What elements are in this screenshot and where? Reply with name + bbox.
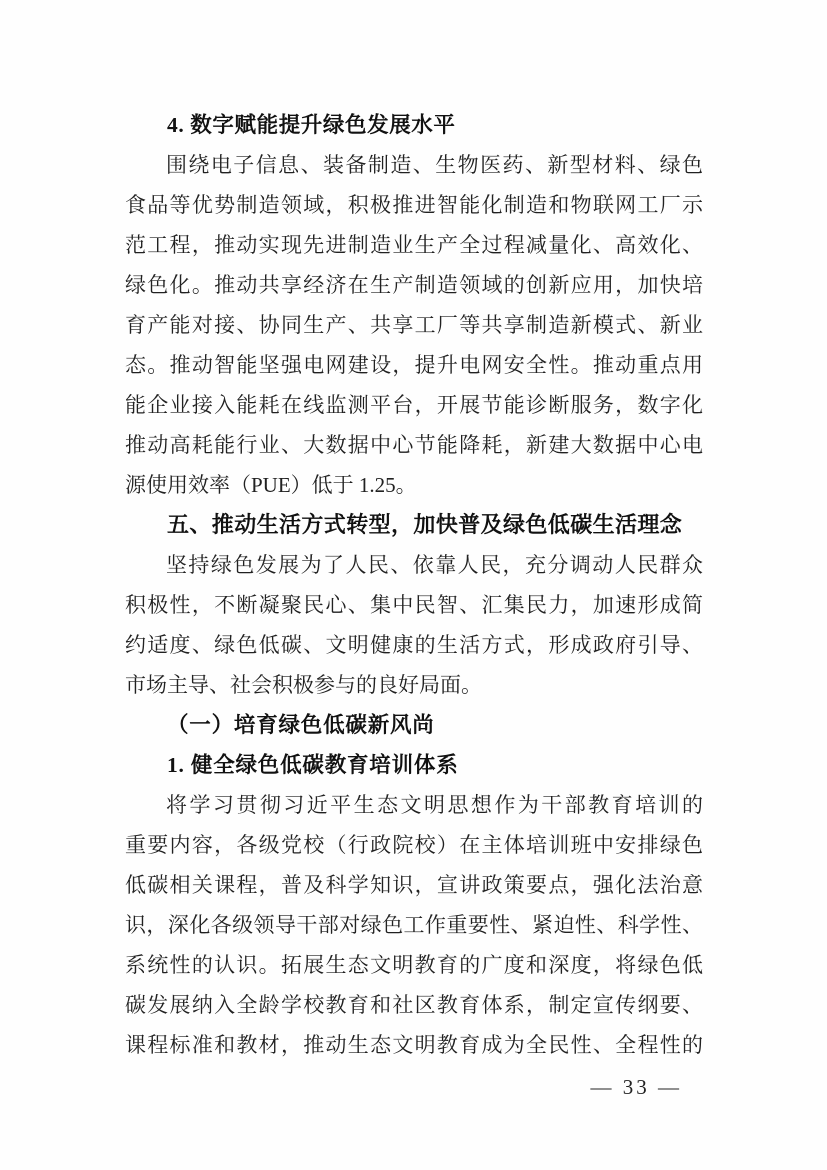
paragraph-line: 围绕电子信息、装备制造、生物医药、新型材料、绿色 xyxy=(166,153,703,177)
paragraph-line: 约适度、绿色低碳、文明健康的生活方式，形成政府引导、 xyxy=(125,633,703,657)
paragraph-line: 低碳相关课程，普及科学知识，宣讲政策要点，强化法治意 xyxy=(125,873,703,897)
paragraph-line: 态。推动智能坚强电网建设，提升电网安全性。推动重点用 xyxy=(125,353,703,377)
paragraph-line: 重要内容，各级党校（行政院校）在主体培训班中安排绿色 xyxy=(125,833,703,857)
paragraph-line: 碳发展纳入全龄学校教育和社区教育体系，制定宣传纲要、 xyxy=(125,993,703,1017)
paragraph-line: 育产能对接、协同生产、共享工厂等共享制造新模式、新业 xyxy=(125,313,703,337)
paragraph-line: 市场主导、社会积极参与的良好局面。 xyxy=(125,673,482,697)
heading-section-4: 4. 数字赋能提升绿色发展水平 xyxy=(167,113,456,137)
paragraph-line: 能企业接入能耗在线监测平台，开展节能诊断服务，数字化 xyxy=(125,393,703,417)
paragraph-line: 识，深化各级领导干部对绿色工作重要性、紧迫性、科学性、 xyxy=(125,913,703,937)
heading-section-5-1: （一）培育绿色低碳新风尚 xyxy=(167,713,435,737)
paragraph-line: 系统性的认识。拓展生态文明教育的广度和深度，将绿色低 xyxy=(125,953,703,977)
paragraph-line: 源使用效率（PUE）低于 1.25。 xyxy=(125,473,417,497)
heading-section-5-1-1: 1. 健全绿色低碳教育培训体系 xyxy=(167,753,459,777)
heading-section-5: 五、推动生活方式转型，加快普及绿色低碳生活理念 xyxy=(167,512,683,537)
page-number: — 33 — xyxy=(590,1075,682,1099)
paragraph-line: 课程标准和教材，推动生态文明教育成为全民性、全程性的 xyxy=(125,1033,703,1057)
paragraph-line: 食品等优势制造领域，积极推进智能化制造和物联网工厂示 xyxy=(125,193,703,217)
paragraph-line: 绿色化。推动共享经济在生产制造领域的创新应用，加快培 xyxy=(125,273,703,297)
paragraph-line: 推动高耗能行业、大数据中心节能降耗，新建大数据中心电 xyxy=(125,433,703,457)
paragraph-line: 坚持绿色发展为了人民、依靠人民，充分调动人民群众 xyxy=(166,553,703,577)
paragraph-line: 积极性，不断凝聚民心、集中民智、汇集民力，加速形成简 xyxy=(125,593,703,617)
paragraph-line: 将学习贯彻习近平生态文明思想作为干部教育培训的 xyxy=(166,793,703,817)
document-body xyxy=(125,105,703,1065)
paragraph-line: 范工程，推动实现先进制造业生产全过程减量化、高效化、 xyxy=(125,233,703,257)
